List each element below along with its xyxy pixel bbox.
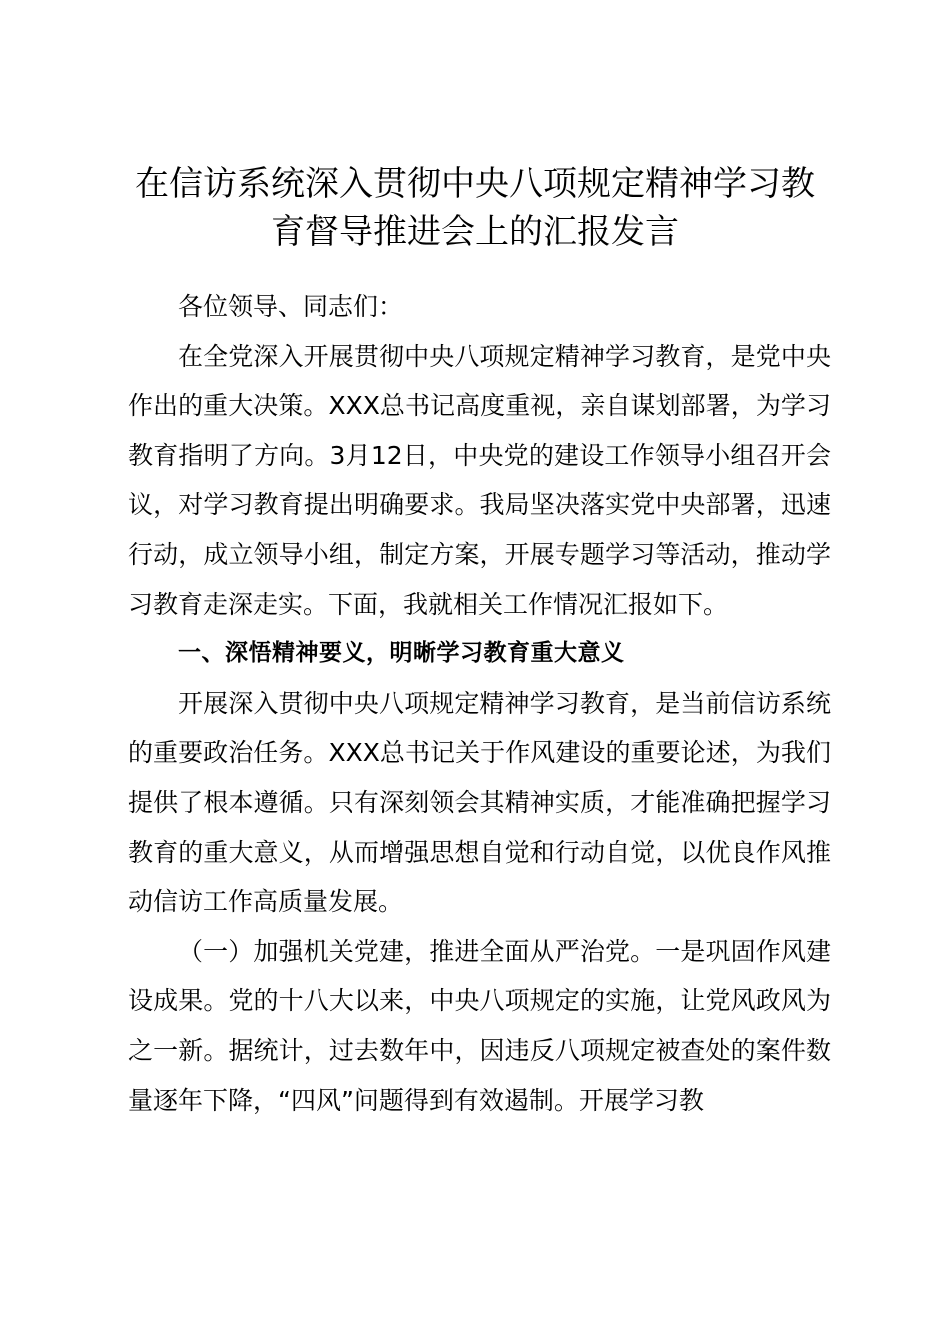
salutation: 各位领导、同志们： <box>178 292 404 321</box>
document-title <box>100 160 850 256</box>
paragraph-intro: 在全党深入开展贯彻中央八项规定精神学习教育，是党中央作出的重大决策。XXX总书记高度重视，亲自谋划部署，为学习教育指明了方向。3月12日，中央党的建设工作领导小组召开会议，对学习教育提出明确要求。我局坚决落实党中央部署，迅速行动，成立领导小组，制定方案，开展专题学习等活动，推动学习教育走深走实。下面，我就相关工作情况汇报如下。 <box>128 341 831 619</box>
section-heading-1: 一、深悟精神要义，明晰学习教育重大意义 <box>178 640 625 667</box>
title-line-1: 在信访系统深入贯彻中央八项规定精神学习教 <box>135 164 815 204</box>
paragraph-subsection-1: （一）加强机关党建，推进全面从严治党。一是巩固作风建设成果。党的十八大以来，中央八项规定的实施，让党风政风为之一新。据统计，过去数年中，因违反八项规定被查处的案件数量逐年下降，“四风”问题得到有效遏制。开展学习教 <box>128 936 831 1115</box>
title-line-2: 育督导推进会上的汇报发言 <box>271 212 679 252</box>
paragraph-section-1: 开展深入贯彻中央八项规定精神学习教育，是当前信访系统的重要政治任务。XXX总书记关于作风建设的重要论述，为我们提供了根本遵循。只有深刻领会其精神实质，才能准确把握学习教育的重大意义，从而增强思想自觉和行动自觉，以优良作风推动信访工作高质量发展。 <box>128 688 831 917</box>
document-body <box>128 282 831 1125</box>
